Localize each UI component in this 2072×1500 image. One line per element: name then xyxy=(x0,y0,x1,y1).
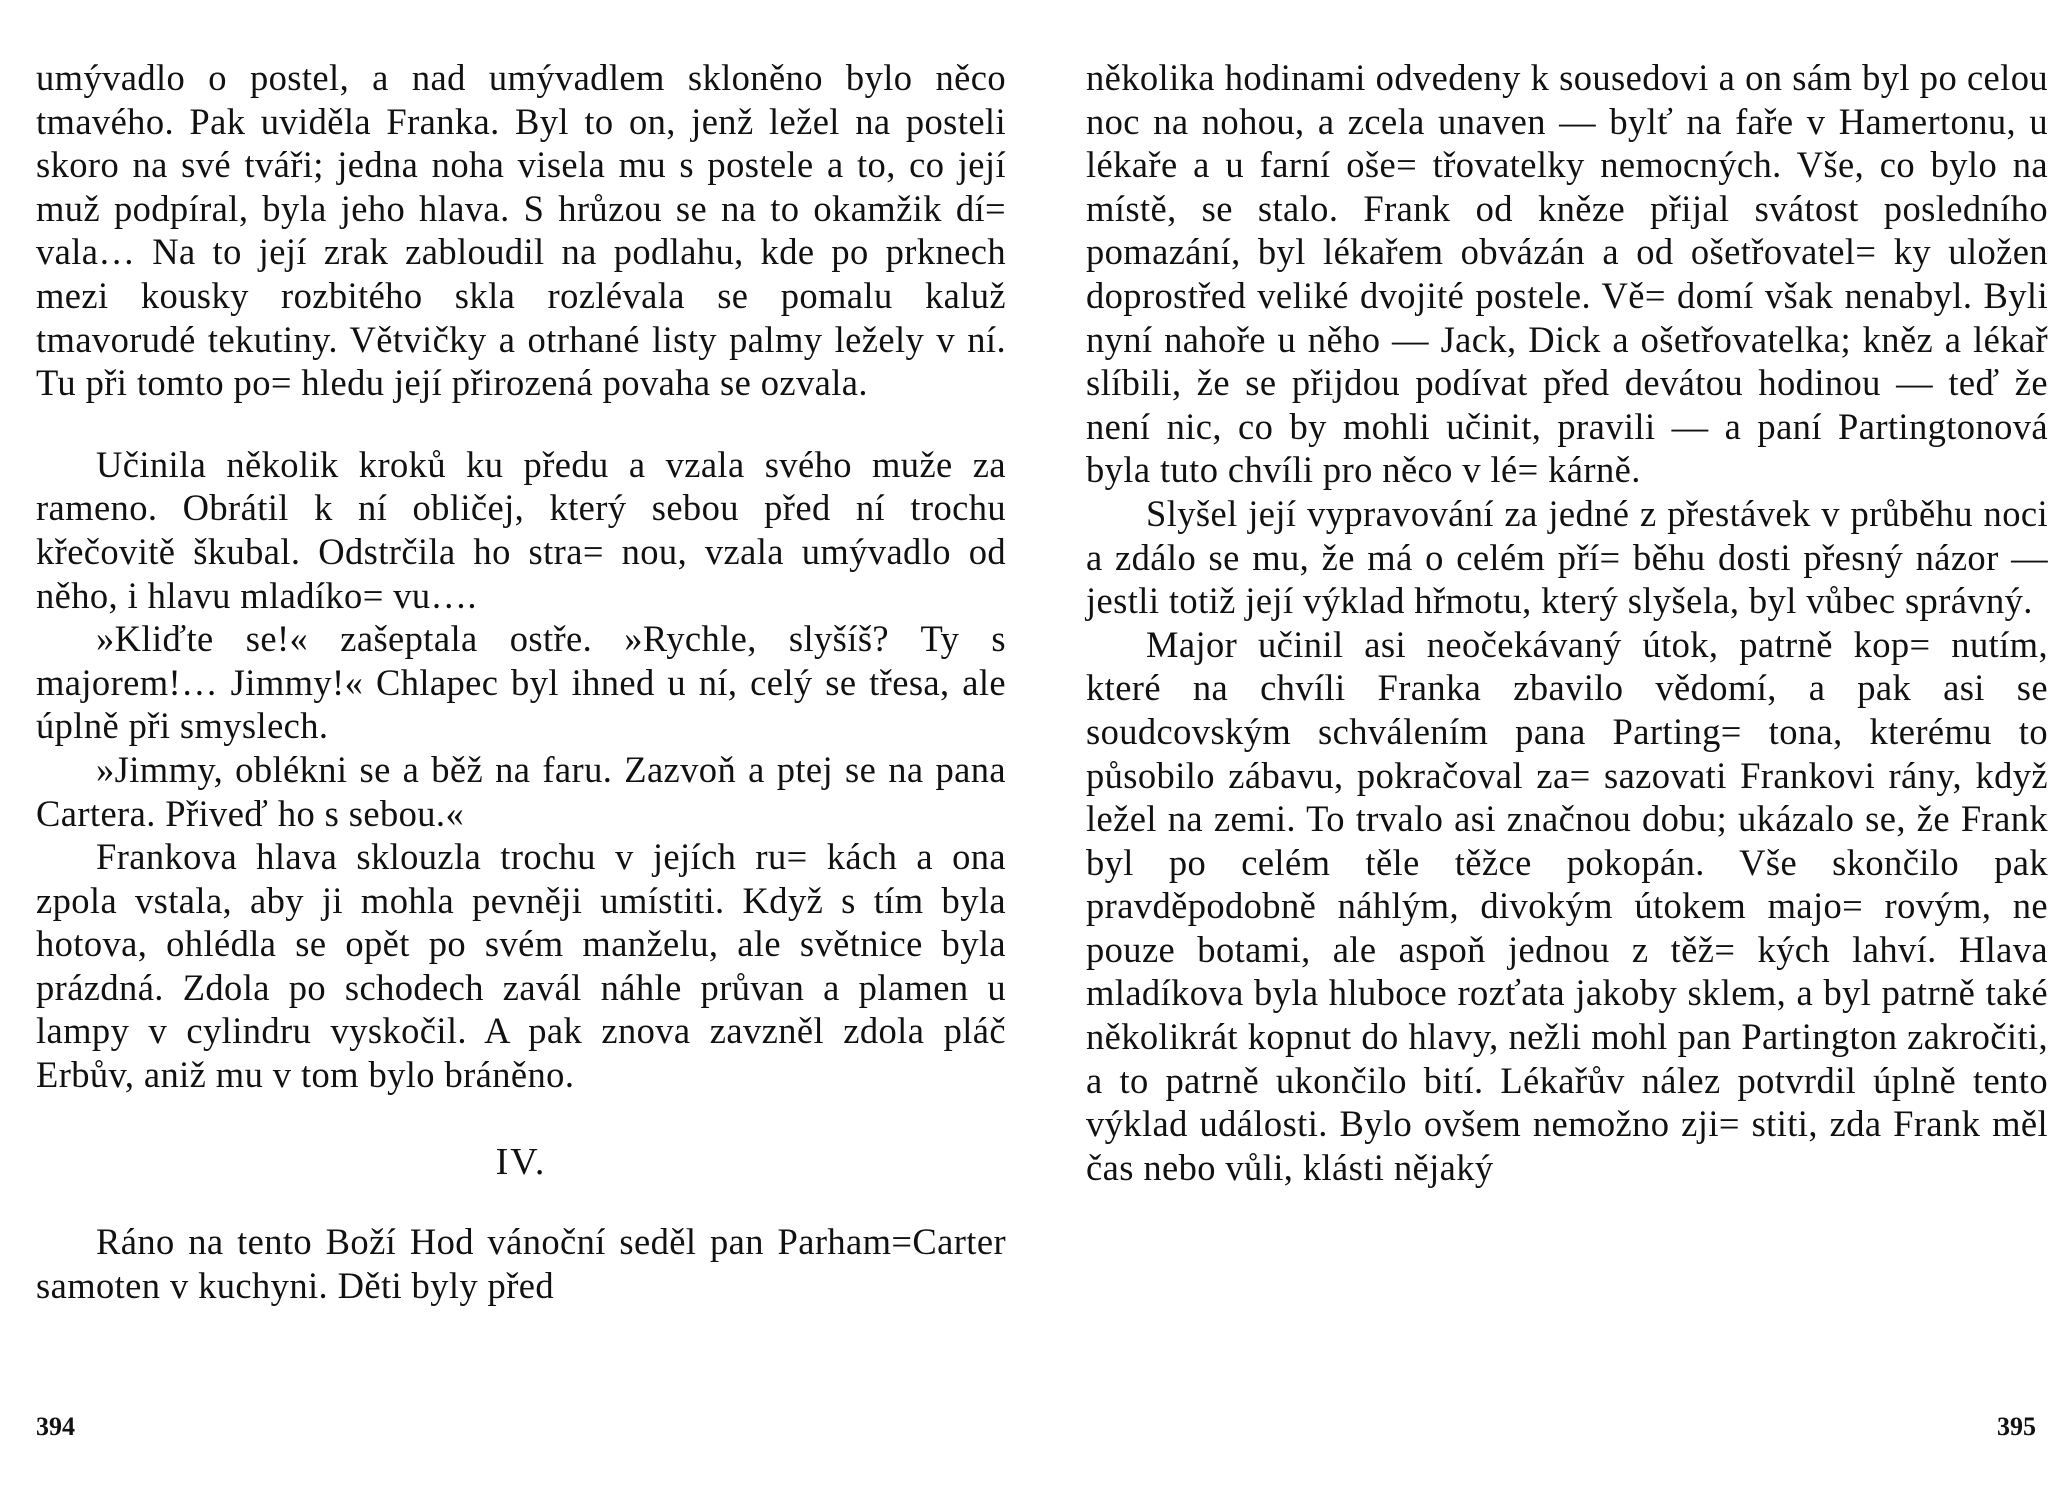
paragraph: »Kliďte se!« zašeptala ostře. »Rychle, slyšíš? Ty s majorem!… Jimmy!« Chlapec byl ihned u ní, celý se třesa, ale úplně při smyslech. xyxy=(36,618,1006,747)
paragraph: »Jimmy, oblékni se a běž na faru. Zazvoň a ptej se na pana Cartera. Přiveď ho s sebou.« xyxy=(36,748,1006,834)
paragraph: Major učinil asi neočekávaný útok, patrně kop= nutím, které na chvíli Franka zbavilo vědomí, a pak asi se soudcovským schválením pana Parting= tona, kterému to působilo zábavu, pokračoval za= sazovati Frankovi rány, když ležel na zemi. To trvalo asi značnou dobu; ukázalo se, že Frank byl po celém těle těžce pokopán. Vše skončilo pak pravděpodobně náhlým, divokým útokem majo= rovým, ne pouze botami, ale aspoň jednou z těž= kých lahví. Hlava mladíkova byla hluboce rozťata jakoby sklem, a byl patrně také několikrát kopnut do hlavy, nežli mohl pan Partington zakročiti, a to patrně ukončilo bití. Lékařův nález potvrdil úplně tento výklad události. Bylo ovšem nemožno zji= stiti, zda Frank měl čas nebo vůli, klásti nějaký xyxy=(1086,623,2048,1188)
paragraph: několika hodinami odvedeny k sousedovi a on sám byl po celou noc na nohou, a zcela unaven — bylť na faře v Hamertonu, u lékaře a u farní oše= třovatelky nemocných. Vše, co bylo na místě, se stalo. Frank od kněze přijal svátost posledního pomazání, byl lékařem obvázán a od ošetřovatel= ky uložen doprostřed veliké dvojité postele. Vě= domí však nenabyl. Byli nyní nahoře u něho — Jack, Dick a ošetřovatelka; kněz a lékař slíbili, že se přijdou podívat před devátou hodinou — teď že není nic, co by mohli učinit, pravili — a paní Partingtonová byla tuto chvíli pro něco v lé= kárně. xyxy=(1086,57,2048,491)
paragraph: Ráno na tento Boží Hod vánoční seděl pan Parham=Carter samoten v kuchyni. Děti byly před xyxy=(36,1221,1006,1306)
paragraph: Učinila několik kroků ku předu a vzala svého muže za rameno. Obrátil k ní obličej, který sebou před ní trochu křečovitě škubal. Odstrčila ho stra= nou, vzala umývadlo od něho, i hlavu mladíko= vu…. xyxy=(36,443,1006,616)
paragraph: umývadlo o postel, a nad umývadlem skloněno bylo něco tmavého. Pak uviděla Franka. Byl to on, jenž ležel na posteli skoro na své tváři; jedna noha visela mu s postele a to, co její muž podpíral, byla jeho hlava. S hrůzou se na to okamžik dí= vala… Na to její zrak zabloudil na podlahu, kde po prknech mezi kousky rozbitého skla rozlévala se pomalu kaluž tmavorudé tekutiny. Větvičky a otrhané listy palmy ležely v ní. Tu při tomto po= hledu její přirozená povaha se ozvala. xyxy=(36,57,1006,404)
paragraph: Frankova hlava sklouzla trochu v jejích ru= kách a ona zpola vstala, aby ji mohla pevněji umístiti. Když s tím byla hotova, ohlédla se opět po svém manželu, ale světnice byla prázdná. Zdola po schodech zavál náhle průvan a plamen u lampy v cylindru vyskočil. A pak znova zavzněl zdola pláč Erbův, aniž mu v tom bylo bráněno. xyxy=(36,836,1006,1096)
paragraph: Slyšel její vypravování za jedné z přestávek v průběhu noci a zdálo se mu, že má o celém pří= běhu dosti přesný názor — jestli totiž její výklad hřmotu, který slyšela, byl vůbec správný. xyxy=(1086,492,2048,622)
chapter-heading: IV. xyxy=(495,1140,547,1183)
right-text-column xyxy=(1086,56,2048,1189)
right-page xyxy=(1036,0,2072,1500)
page-number-left: 394 xyxy=(36,1412,75,1441)
left-text-column xyxy=(36,56,1006,1307)
page-number-right: 395 xyxy=(1997,1412,2036,1441)
